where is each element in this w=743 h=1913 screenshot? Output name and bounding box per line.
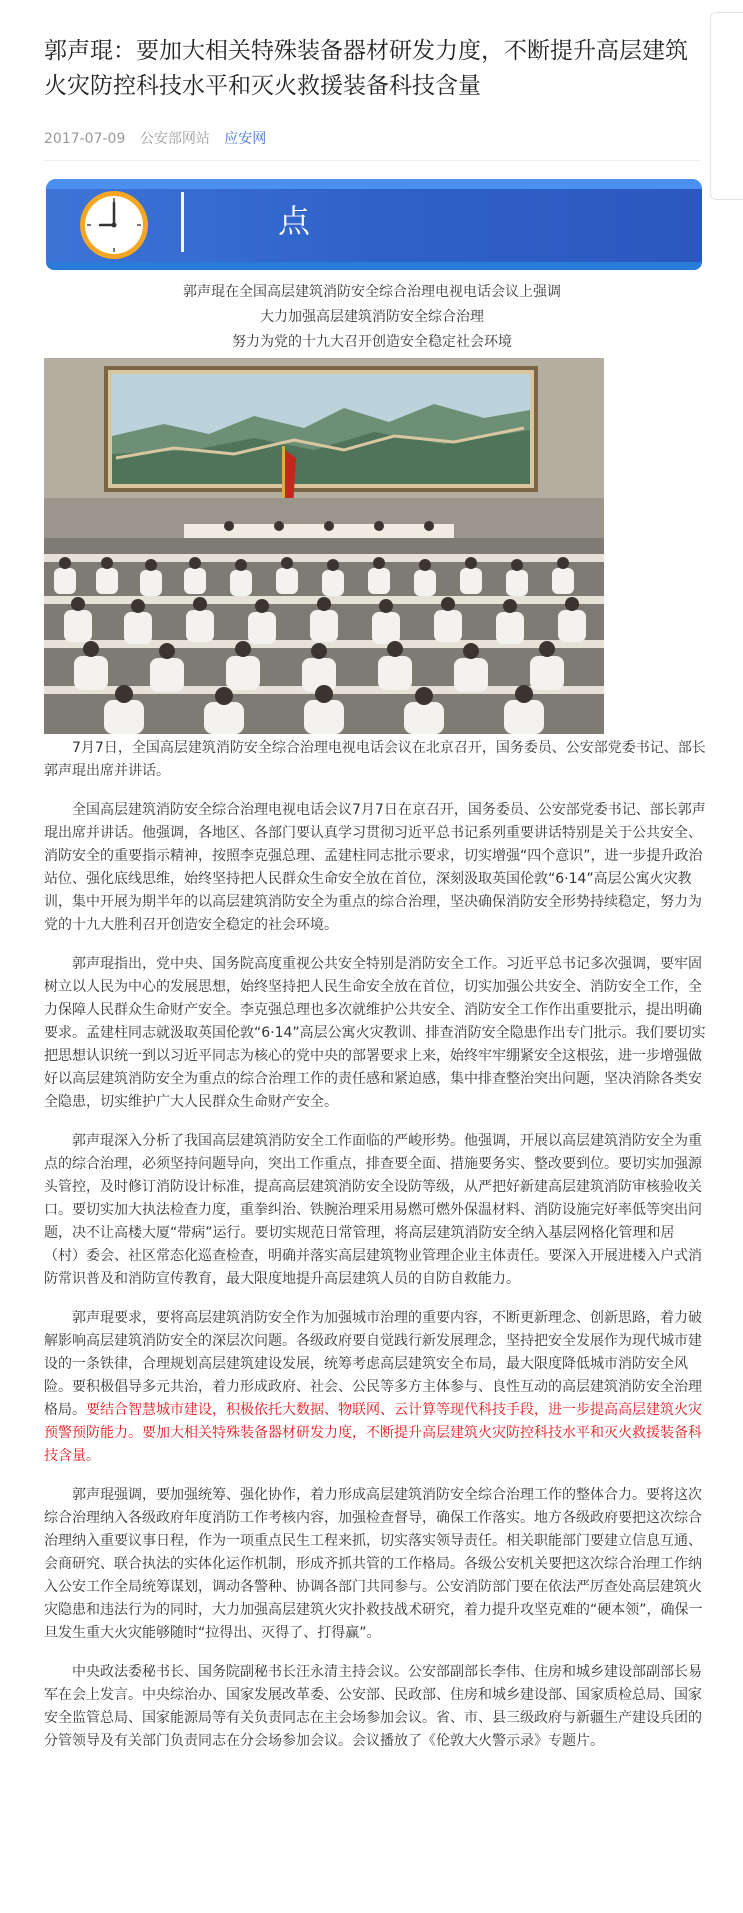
highlight-banner [46, 179, 702, 270]
paragraph [44, 1307, 706, 1468]
conference-photo [44, 358, 604, 734]
paragraph: 7月7日，全国高层建筑消防安全综合治理电视电话会议在北京召开，国务委员、公安部党委书记、部长郭声琨出席并讲话。 [44, 740, 706, 779]
banner-word: 点 [278, 202, 311, 240]
article-body [44, 737, 706, 1769]
paragraph-text: 郭声琨要求，要将高层建筑消防安全作为加强城市治理的重要内容，不断更新理念、创新思路，着力破解影响高层建筑消防安全的深层次问题。各级政府要自觉践行新发展理念，坚持把安全发展作为现代城市建设的一条铁律，合理规划高层建筑建设发展，统筹考虑高层建筑安全布局，最大限度降低城市消防安全风险。要积极倡导多元共治，着力形成政府、社会、公民等多方主体参与、良性互动的高层建筑消防安全治理格局。 [44, 1310, 702, 1418]
paragraph: 中央政法委秘书长、国务院副秘书长汪永清主持会议。公安部副部长李伟、住房和城乡建设部副部长易军在会上发言。中央综治办、国家发展改革委、公安部、民政部、住房和城乡建设部、国家质检总局、国家安全监管总局、国家能源局等有关负责同志在主会场参加会议。省、市、县三级政府与新疆生产建设兵团的分管领导及有关部门负责同志在分会场参加会议。会议播放了《伦敦大火警示录》专题片。 [44, 1664, 702, 1749]
publish-date: 2017-07-09 [44, 131, 126, 147]
paragraph: 郭声琨指出，党中央、国务院高度重视公共安全特别是消防安全工作。习近平总书记多次强调，要牢固树立以人民为中心的发展思想，始终坚持把人民生命安全放在首位，切实加强公共安全、消防安全工作，全力保障人民群众生命财产安全。李克强总理也多次就维护公共安全、消防安全工作作出重要批示，提出明确要求。孟建柱同志就汲取英国伦敦“6·14”高层公寓火灾教训、排查消防安全隐患作出专门批示。我们要切实把思想认识统一到以习近平同志为核心的党中央的部署要求上来，始终牢牢绷紧安全这根弦，进一步增强做好以高层建筑消防安全为重点的综合治理工作的责任感和紧迫感，集中排查整治突出问题，坚决消除各类安全隐患，切实维护广大人民群众生命财产安全。 [44, 956, 706, 1110]
highlighted-text: 要结合智慧城市建设，积极依托大数据、物联网、云计算等现代科技手段，进一步提高高层建筑火灾预警预防能力。要加大相关特殊装备器材研发力度，不断提升高层建筑火灾防控科技水平和灭火救援装备科技含量。 [44, 1402, 702, 1464]
banner-divider [181, 192, 184, 252]
paragraph: 郭声琨深入分析了我国高层建筑消防安全工作面临的严峻形势。他强调，开展以高层建筑消防安全为重点的综合治理，必须坚持问题导向，突出工作重点，排查要全面、措施要务实、整改要到位。要切实加强源头管控，及时修订消防设计标准，提高高层建筑消防安全设防等级，从严把好新建高层建筑消防审核验收关口。要切实加大执法检查力度，重拳纠治、铁腕治理采用易燃可燃外保温材料、消防设施完好率低等突出问题，决不让高楼大厦“带病”运行。要切实规范日常管理，将高层建筑消防安全纳入基层网格化管理和居（村）委会、社区常态化巡查检查，明确并落实高层建筑物业管理企业主体责任。要深入开展进楼入户式消防常识普及和消防宣传教育，最大限度地提升高层建筑人员的自防自救能力。 [44, 1133, 702, 1287]
paragraph: 全国高层建筑消防安全综合治理电视电话会议7月7日在京召开，国务委员、公安部党委书记、部长郭声琨出席并讲话。他强调，各地区、各部门要认真学习贯彻习近平总书记系列重要讲话特别是关于公共安全、消防安全的重要指示精神，按照李克强总理、孟建柱同志批示要求，切实增强“四个意识”，进一步提升政治站位、强化底线思维，始终坚持把人民群众生命安全放在首位，深刻汲取英国伦敦“6·14”高层公寓火灾教训，集中开展为期半年的以高层建筑消防安全为重点的综合治理，坚决确保消防安全形势持续稳定，努力为党的十九大胜利召开创造安全稳定的社会环境。 [44, 802, 706, 933]
paragraph: 郭声琨强调，要加强统筹、强化协作，着力形成高层建筑消防安全综合治理工作的整体合力。要将这次综合治理纳入各级政府年度消防工作考核内容，加强检查督导，确保工作落实。地方各级政府要把这次综合治理纳入重要议事日程，作为一项重点民生工程来抓，切实落实领导责任。相关职能部门要建立信息互通、会商研究、联合执法的实体化运作机制，形成齐抓共管的工作格局。各级公安机关要把这次综合治理工作纳入公安工作全局统筹谋划，调动各警种、协调各部门共同参与。公安消防部门要在依法严厉查处高层建筑火灾隐患和违法行为的同时，大力加强高层建筑火灾扑救技战术研究，着力提升攻坚克难的“硬本领”，确保一旦发生重大火灾能够随时“拉得出、灭得了、打得赢”。 [44, 1487, 703, 1641]
article-title: 郭声琨：要加大相关特殊装备器材研发力度，不断提升高层建筑火灾防控科技水平和灭火救援装备科技含量 [44, 38, 688, 99]
article-meta [44, 130, 276, 148]
source-link[interactable]: 应安网 [224, 131, 267, 147]
lead-block [44, 280, 700, 355]
divider [44, 160, 700, 161]
lead-line: 郭声琨在全国高层建筑消防安全综合治理电视电话会议上强调 [183, 284, 561, 300]
lead-line: 大力加强高层建筑消防安全综合治理 [260, 309, 484, 325]
banner-bottom-edge [46, 262, 702, 270]
banner-top-edge [46, 179, 702, 189]
article-source: 公安部网站 [139, 131, 210, 147]
side-floating-panel [710, 12, 743, 200]
clock-icon [78, 189, 150, 261]
lead-line: 努力为党的十九大召开创造安全稳定社会环境 [232, 334, 512, 350]
